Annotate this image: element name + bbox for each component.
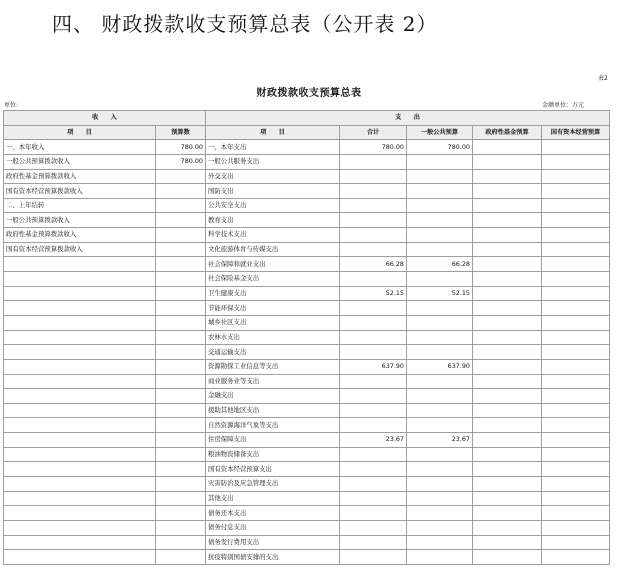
income-item-cell bbox=[4, 330, 156, 345]
table-row bbox=[4, 242, 610, 257]
table-row bbox=[4, 506, 610, 521]
income-item-cell bbox=[4, 506, 156, 521]
general-budget-cell bbox=[407, 418, 473, 433]
income-item-cell bbox=[4, 550, 156, 565]
income-item-cell: 政府性基金预算拨款收入 bbox=[4, 169, 156, 184]
gov-fund-budget-header: 政府性基金预算 bbox=[473, 125, 542, 140]
general-budget-cell bbox=[407, 213, 473, 228]
gov-fund-budget-cell bbox=[473, 550, 542, 565]
total-cell bbox=[340, 198, 407, 213]
total-cell bbox=[340, 477, 407, 492]
income-budget-cell bbox=[156, 228, 206, 243]
total-cell bbox=[340, 242, 407, 257]
table-row bbox=[4, 389, 610, 404]
table-row bbox=[4, 213, 610, 228]
general-budget-cell: 66.28 bbox=[407, 257, 473, 272]
expenditure-item-cell: 自然资源海洋气象等支出 bbox=[206, 418, 340, 433]
total-cell: 52.15 bbox=[340, 286, 407, 301]
expenditure-item-cell: 一、本年支出 bbox=[206, 140, 340, 155]
general-budget-cell: 637.90 bbox=[407, 359, 473, 374]
form-number: 表2 bbox=[598, 75, 608, 82]
income-item-cell bbox=[4, 491, 156, 506]
total-header: 合计 bbox=[340, 125, 407, 140]
expenditure-header: 支 出 bbox=[206, 111, 610, 126]
general-budget-cell bbox=[407, 462, 473, 477]
general-budget-cell bbox=[407, 272, 473, 287]
expenditure-item-header: 项 目 bbox=[206, 125, 340, 140]
general-budget-cell: 52.15 bbox=[407, 286, 473, 301]
state-capital-budget-cell bbox=[542, 330, 610, 345]
expenditure-item-cell: 援助其他地区支出 bbox=[206, 403, 340, 418]
income-item-cell bbox=[4, 433, 156, 448]
general-budget-cell bbox=[407, 184, 473, 199]
gov-fund-budget-cell bbox=[473, 330, 542, 345]
general-budget-cell bbox=[407, 330, 473, 345]
expenditure-item-cell: 文化旅游体育与传媒支出 bbox=[206, 242, 340, 257]
income-budget-cell bbox=[156, 359, 206, 374]
state-capital-budget-cell bbox=[542, 301, 610, 316]
income-item-cell: 一般公共预算拨款收入 bbox=[4, 154, 156, 169]
gov-fund-budget-cell bbox=[473, 403, 542, 418]
income-budget-cell bbox=[156, 535, 206, 550]
table-row bbox=[4, 301, 610, 316]
table-row bbox=[4, 154, 610, 169]
table-row bbox=[4, 418, 610, 433]
state-capital-budget-header: 国有资本经营预算 bbox=[542, 125, 610, 140]
total-cell bbox=[340, 491, 407, 506]
table-row bbox=[4, 520, 610, 535]
income-budget-cell bbox=[156, 213, 206, 228]
gov-fund-budget-cell bbox=[473, 447, 542, 462]
expenditure-item-cell: 科学技术支出 bbox=[206, 228, 340, 243]
table-row bbox=[4, 477, 610, 492]
income-budget-cell bbox=[156, 389, 206, 404]
state-capital-budget-cell bbox=[542, 477, 610, 492]
state-capital-budget-cell bbox=[542, 154, 610, 169]
expenditure-item-cell: 节能环保支出 bbox=[206, 301, 340, 316]
total-cell bbox=[340, 345, 407, 360]
total-cell bbox=[340, 389, 407, 404]
income-budget-cell bbox=[156, 403, 206, 418]
table-row bbox=[4, 286, 610, 301]
expenditure-item-cell: 城乡社区支出 bbox=[206, 315, 340, 330]
amount-unit-label: 金额单位：万元 bbox=[542, 102, 585, 109]
income-budget-cell: 780.00 bbox=[156, 140, 206, 155]
table-row bbox=[4, 447, 610, 462]
income-item-cell bbox=[4, 257, 156, 272]
total-cell bbox=[340, 462, 407, 477]
table-row bbox=[4, 359, 610, 374]
income-budget-cell bbox=[156, 330, 206, 345]
gov-fund-budget-cell bbox=[473, 301, 542, 316]
income-budget-cell bbox=[156, 520, 206, 535]
state-capital-budget-cell bbox=[542, 374, 610, 389]
state-capital-budget-cell bbox=[542, 462, 610, 477]
gov-fund-budget-cell bbox=[473, 520, 542, 535]
state-capital-budget-cell bbox=[542, 315, 610, 330]
table-header-row-1 bbox=[4, 111, 610, 126]
income-item-cell: 二、上年结转 bbox=[4, 198, 156, 213]
total-cell bbox=[340, 228, 407, 243]
income-item-cell bbox=[4, 301, 156, 316]
state-capital-budget-cell bbox=[542, 213, 610, 228]
general-budget-cell bbox=[407, 242, 473, 257]
gov-fund-budget-cell bbox=[473, 213, 542, 228]
income-item-cell bbox=[4, 403, 156, 418]
expenditure-item-cell: 国防支出 bbox=[206, 184, 340, 199]
income-budget-cell bbox=[156, 286, 206, 301]
table-row bbox=[4, 403, 610, 418]
state-capital-budget-cell bbox=[542, 228, 610, 243]
income-budget-cell bbox=[156, 374, 206, 389]
state-capital-budget-cell bbox=[542, 506, 610, 521]
budget-summary-table bbox=[3, 110, 610, 565]
income-item-cell: 一般公共预算拨款收入 bbox=[4, 213, 156, 228]
table-header-row-2 bbox=[4, 125, 610, 140]
income-budget-cell bbox=[156, 272, 206, 287]
table-row bbox=[4, 550, 610, 565]
gov-fund-budget-cell bbox=[473, 491, 542, 506]
expenditure-item-cell: 一般公共服务支出 bbox=[206, 154, 340, 169]
total-cell bbox=[340, 213, 407, 228]
state-capital-budget-cell bbox=[542, 169, 610, 184]
gov-fund-budget-cell bbox=[473, 228, 542, 243]
form-title: 财政拨款收支预算总表 bbox=[256, 88, 362, 99]
state-capital-budget-cell bbox=[542, 491, 610, 506]
total-cell bbox=[340, 272, 407, 287]
gov-fund-budget-cell bbox=[473, 477, 542, 492]
total-cell bbox=[340, 447, 407, 462]
table-row bbox=[4, 140, 610, 155]
expenditure-item-cell: 其他支出 bbox=[206, 491, 340, 506]
general-budget-cell bbox=[407, 506, 473, 521]
income-budget-cell bbox=[156, 184, 206, 199]
gov-fund-budget-cell bbox=[473, 272, 542, 287]
total-cell bbox=[340, 184, 407, 199]
expenditure-item-cell: 抗疫特别国债安排的支出 bbox=[206, 550, 340, 565]
table-row bbox=[4, 198, 610, 213]
income-item-cell: 国有资本经营预算拨款收入 bbox=[4, 242, 156, 257]
total-cell bbox=[340, 315, 407, 330]
general-budget-cell bbox=[407, 169, 473, 184]
table-row bbox=[4, 433, 610, 448]
total-cell bbox=[340, 374, 407, 389]
expenditure-item-cell: 资源勘探工业信息等支出 bbox=[206, 359, 340, 374]
total-cell: 780.00 bbox=[340, 140, 407, 155]
expenditure-item-cell: 社会保险基金支出 bbox=[206, 272, 340, 287]
income-item-cell bbox=[4, 286, 156, 301]
income-budget-cell bbox=[156, 315, 206, 330]
table-row bbox=[4, 228, 610, 243]
state-capital-budget-cell bbox=[542, 345, 610, 360]
total-cell bbox=[340, 520, 407, 535]
table-row bbox=[4, 272, 610, 287]
gov-fund-budget-cell bbox=[473, 257, 542, 272]
state-capital-budget-cell bbox=[542, 257, 610, 272]
expenditure-item-cell: 债务发行费用支出 bbox=[206, 535, 340, 550]
income-item-cell bbox=[4, 315, 156, 330]
gov-fund-budget-cell bbox=[473, 198, 542, 213]
total-cell bbox=[340, 169, 407, 184]
gov-fund-budget-cell bbox=[473, 374, 542, 389]
expenditure-item-cell: 卫生健康支出 bbox=[206, 286, 340, 301]
total-cell bbox=[340, 418, 407, 433]
state-capital-budget-cell bbox=[542, 550, 610, 565]
general-budget-header: 一般公共预算 bbox=[407, 125, 473, 140]
expenditure-item-cell: 农林水支出 bbox=[206, 330, 340, 345]
state-capital-budget-cell bbox=[542, 389, 610, 404]
state-capital-budget-cell bbox=[542, 198, 610, 213]
income-item-cell bbox=[4, 359, 156, 374]
income-item-cell bbox=[4, 418, 156, 433]
total-cell bbox=[340, 154, 407, 169]
expenditure-item-cell: 社会保障和就业支出 bbox=[206, 257, 340, 272]
gov-fund-budget-cell bbox=[473, 535, 542, 550]
expenditure-item-cell: 交通运输支出 bbox=[206, 345, 340, 360]
income-budget-cell bbox=[156, 242, 206, 257]
income-budget-cell bbox=[156, 257, 206, 272]
income-item-cell bbox=[4, 272, 156, 287]
income-budget-cell bbox=[156, 506, 206, 521]
state-capital-budget-cell bbox=[542, 286, 610, 301]
gov-fund-budget-cell bbox=[473, 154, 542, 169]
general-budget-cell bbox=[407, 447, 473, 462]
state-capital-budget-cell bbox=[542, 520, 610, 535]
income-item-cell bbox=[4, 477, 156, 492]
state-capital-budget-cell bbox=[542, 140, 610, 155]
general-budget-cell bbox=[407, 491, 473, 506]
total-cell: 23.67 bbox=[340, 433, 407, 448]
income-budget-cell bbox=[156, 301, 206, 316]
expenditure-item-cell: 灾害防治及应急管理支出 bbox=[206, 477, 340, 492]
income-budget-header: 预算数 bbox=[156, 125, 206, 140]
general-budget-cell bbox=[407, 345, 473, 360]
gov-fund-budget-cell bbox=[473, 184, 542, 199]
gov-fund-budget-cell bbox=[473, 462, 542, 477]
income-budget-cell bbox=[156, 418, 206, 433]
general-budget-cell bbox=[407, 154, 473, 169]
table-row bbox=[4, 491, 610, 506]
income-budget-cell: 780.00 bbox=[156, 154, 206, 169]
income-budget-cell bbox=[156, 447, 206, 462]
gov-fund-budget-cell bbox=[473, 506, 542, 521]
unit-label: 单位: bbox=[4, 102, 19, 109]
general-budget-cell bbox=[407, 301, 473, 316]
income-budget-cell bbox=[156, 491, 206, 506]
gov-fund-budget-cell bbox=[473, 359, 542, 374]
income-budget-cell bbox=[156, 169, 206, 184]
gov-fund-budget-cell bbox=[473, 315, 542, 330]
general-budget-cell bbox=[407, 374, 473, 389]
total-cell bbox=[340, 301, 407, 316]
income-item-cell bbox=[4, 389, 156, 404]
income-budget-cell bbox=[156, 550, 206, 565]
income-item-header: 项 目 bbox=[4, 125, 156, 140]
general-budget-cell bbox=[407, 550, 473, 565]
gov-fund-budget-cell bbox=[473, 418, 542, 433]
expenditure-item-cell: 外交支出 bbox=[206, 169, 340, 184]
general-budget-cell bbox=[407, 228, 473, 243]
table-row bbox=[4, 345, 610, 360]
table-row bbox=[4, 535, 610, 550]
income-item-cell bbox=[4, 462, 156, 477]
state-capital-budget-cell bbox=[542, 272, 610, 287]
expenditure-item-cell: 商业服务业等支出 bbox=[206, 374, 340, 389]
table-row bbox=[4, 462, 610, 477]
gov-fund-budget-cell bbox=[473, 389, 542, 404]
state-capital-budget-cell bbox=[542, 403, 610, 418]
gov-fund-budget-cell bbox=[473, 242, 542, 257]
state-capital-budget-cell bbox=[542, 535, 610, 550]
table-row bbox=[4, 374, 610, 389]
general-budget-cell: 780.00 bbox=[407, 140, 473, 155]
table-row bbox=[4, 184, 610, 199]
income-item-cell bbox=[4, 345, 156, 360]
total-cell bbox=[340, 403, 407, 418]
expenditure-item-cell: 金融支出 bbox=[206, 389, 340, 404]
total-cell: 66.28 bbox=[340, 257, 407, 272]
state-capital-budget-cell bbox=[542, 359, 610, 374]
general-budget-cell bbox=[407, 477, 473, 492]
total-cell bbox=[340, 550, 407, 565]
expenditure-item-cell: 粮油物资储备支出 bbox=[206, 447, 340, 462]
gov-fund-budget-cell bbox=[473, 433, 542, 448]
income-item-cell bbox=[4, 374, 156, 389]
total-cell: 637.90 bbox=[340, 359, 407, 374]
state-capital-budget-cell bbox=[542, 447, 610, 462]
table-row bbox=[4, 330, 610, 345]
general-budget-cell bbox=[407, 520, 473, 535]
income-budget-cell bbox=[156, 345, 206, 360]
general-budget-cell: 23.67 bbox=[407, 433, 473, 448]
income-budget-cell bbox=[156, 477, 206, 492]
table-row bbox=[4, 257, 610, 272]
expenditure-item-cell: 公共安全支出 bbox=[206, 198, 340, 213]
total-cell bbox=[340, 330, 407, 345]
general-budget-cell bbox=[407, 198, 473, 213]
income-header: 收 入 bbox=[4, 111, 206, 126]
total-cell bbox=[340, 506, 407, 521]
general-budget-cell bbox=[407, 315, 473, 330]
table-row bbox=[4, 169, 610, 184]
gov-fund-budget-cell bbox=[473, 140, 542, 155]
state-capital-budget-cell bbox=[542, 433, 610, 448]
state-capital-budget-cell bbox=[542, 418, 610, 433]
general-budget-cell bbox=[407, 389, 473, 404]
income-budget-cell bbox=[156, 198, 206, 213]
expenditure-item-cell: 债务还本支出 bbox=[206, 506, 340, 521]
gov-fund-budget-cell bbox=[473, 286, 542, 301]
income-item-cell bbox=[4, 447, 156, 462]
page-heading: 四、 财政拨款收支预算总表（公开表 2） bbox=[52, 12, 438, 36]
income-budget-cell bbox=[156, 433, 206, 448]
expenditure-item-cell: 国有资本经营预算支出 bbox=[206, 462, 340, 477]
general-budget-cell bbox=[407, 403, 473, 418]
income-item-cell: 一、本年收入 bbox=[4, 140, 156, 155]
general-budget-cell bbox=[407, 535, 473, 550]
total-cell bbox=[340, 535, 407, 550]
gov-fund-budget-cell bbox=[473, 345, 542, 360]
table-row bbox=[4, 315, 610, 330]
income-item-cell: 政府性基金预算拨款收入 bbox=[4, 228, 156, 243]
income-budget-cell bbox=[156, 462, 206, 477]
state-capital-budget-cell bbox=[542, 184, 610, 199]
income-item-cell bbox=[4, 535, 156, 550]
gov-fund-budget-cell bbox=[473, 169, 542, 184]
expenditure-item-cell: 住房保障支出 bbox=[206, 433, 340, 448]
income-item-cell: 国有资本经营预算拨款收入 bbox=[4, 184, 156, 199]
expenditure-item-cell: 教育支出 bbox=[206, 213, 340, 228]
expenditure-item-cell: 债务付息支出 bbox=[206, 520, 340, 535]
state-capital-budget-cell bbox=[542, 242, 610, 257]
income-item-cell bbox=[4, 520, 156, 535]
